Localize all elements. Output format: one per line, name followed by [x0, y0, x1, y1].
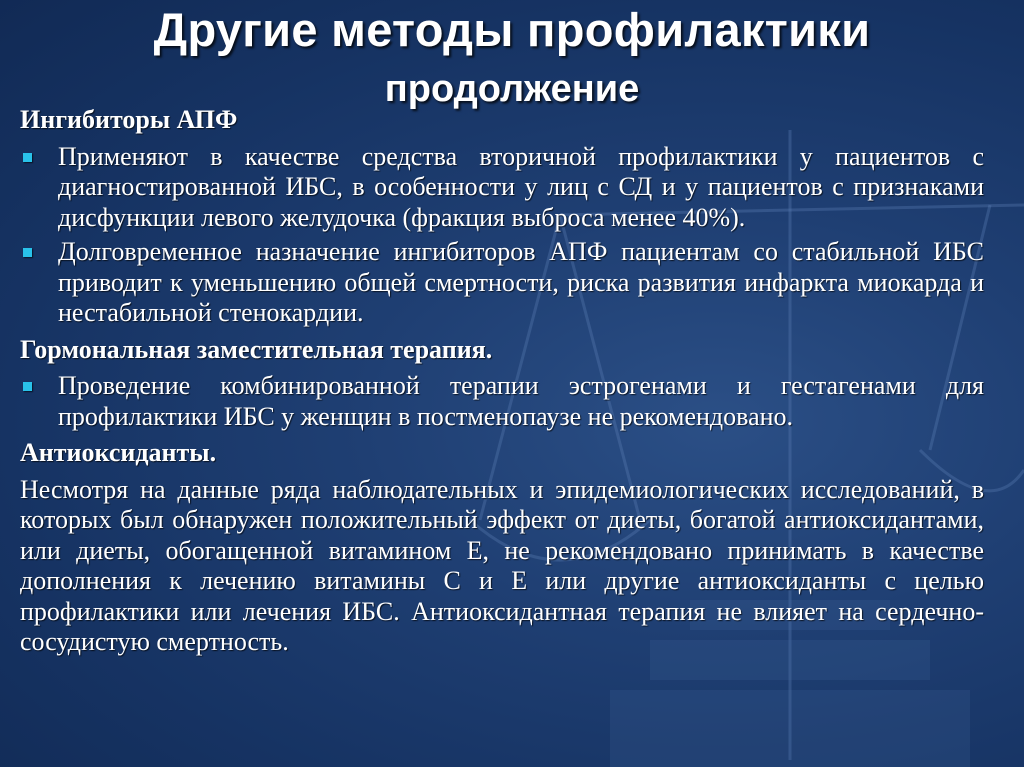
list-item-text: Долговременное назначение ингибиторов АПФ пациентам со стабильной ИБС приводит к уменьшению общей смертности, риска развития инфаркта миокарда и нестабильной стенокардии. [58, 237, 984, 327]
heading-hormone-therapy: Гормональная заместительная терапия. [20, 334, 493, 364]
list-item-hrt-1 [20, 371, 984, 432]
slide-body [20, 103, 984, 658]
list-item-text: Проведение комбинированной терапии эстрогенами и гестагенами для профилактики ИБС у женщин в постменопаузе не рекомендовано. [58, 371, 984, 431]
heading-antioxidants: Антиоксиданты. [20, 438, 217, 467]
slide-subtitle: продолжение [384, 68, 640, 110]
square-bullet-icon [23, 248, 32, 257]
list-item-ace-2 [20, 237, 984, 329]
slide-title: Другие методы профилактики [153, 3, 871, 56]
list-item-ace-1 [20, 142, 984, 234]
heading-ace-inhibitors: Ингибиторы АПФ [20, 105, 238, 134]
paragraph-antioxidants: Несмотря на данные ряда наблюдательных и эпидемиологических исследований, в которых был обнаружен положительный эффект от диеты, богатой антиоксидантами, или диеты, обогащенной витамином Е, не рекомендовано принимать в качестве дополнения к лечению витамины С и Е или другие антиоксиданты с целью профилактики или лечения ИБС. Антиоксидантная терапия не влияет на сердечно-сосудистую смертность. [20, 474, 984, 656]
square-bullet-icon [23, 153, 32, 162]
list-item-text: Применяют в качестве средства вторичной профилактики у пациентов с диагностированной ИБС, в особенности у лиц с СД и у пациентов с признаками дисфункции левого желудочка (фракция выброса менее 40%). [58, 141, 984, 232]
square-bullet-icon [23, 382, 32, 391]
